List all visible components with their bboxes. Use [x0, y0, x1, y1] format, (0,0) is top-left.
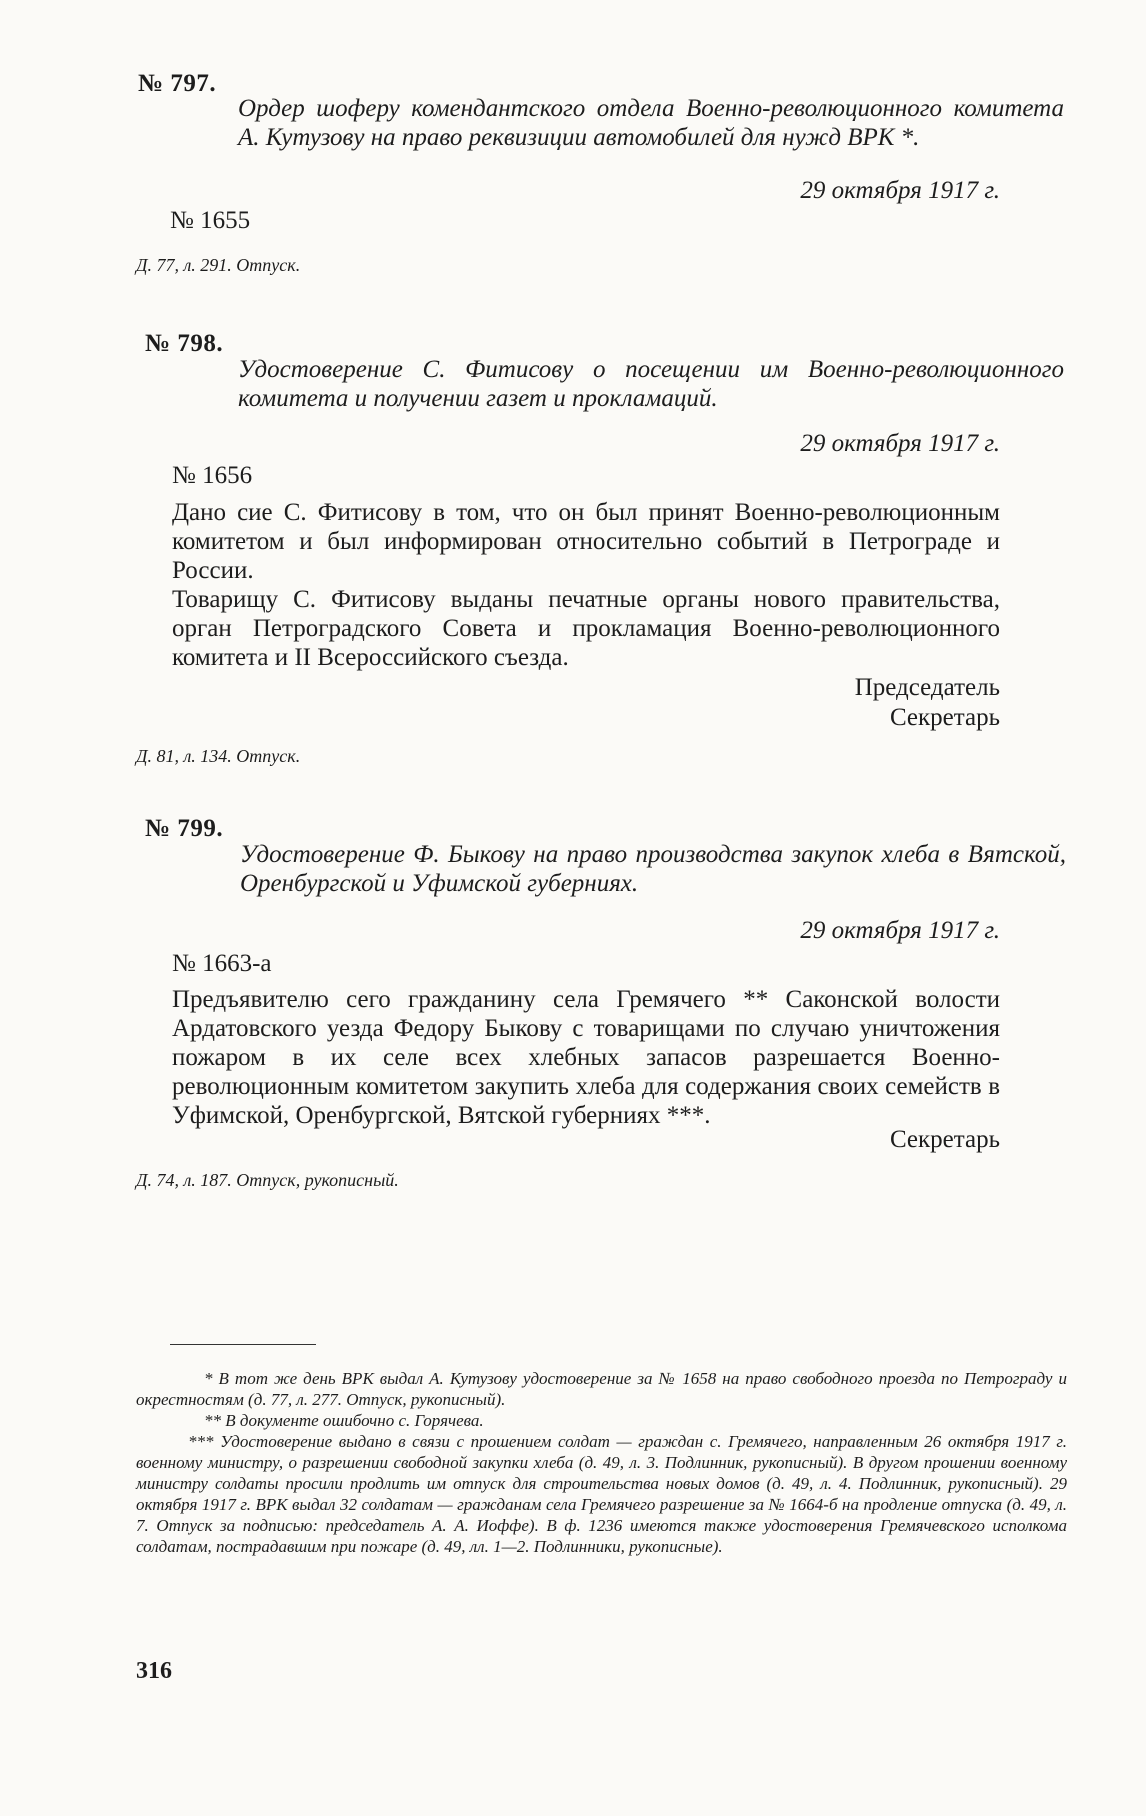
document-heading-798: Удостоверение С. Фитисову о посещении им Военно-революционного комитета и получении газет и прокламаций. — [238, 356, 1064, 412]
footnote-1: * В тот же день ВРК выдал А. Кутузову удостоверение за № 1658 на право свободного проезда по Петрограду и окрестностям (д. 77, л. 277. Отпуск, рукописный). — [136, 1369, 1067, 1409]
signature-secretary: Секретарь — [889, 1126, 1000, 1153]
footnotes — [136, 1368, 1067, 1557]
archive-source-797: Д. 77, л. 291. Отпуск. — [136, 255, 301, 275]
document-body-798 — [172, 498, 1000, 672]
signature-block-799 — [890, 1125, 1000, 1155]
archive-source-799: Д. 74, л. 187. Отпуск, рукописный. — [136, 1170, 399, 1190]
registration-number-798: № 1656 — [172, 462, 253, 489]
body-paragraph: Дано сие С. Фитисову в том, что он был принят Военно-революционным комитетом и был информирован относительно событий в Петрограде и России. — [172, 499, 1000, 584]
body-paragraph: Предъявителю сего гражданину села Гремячего ** Саконской волости Ардатовского уезда Федору Быкову с товарищами по случаю уничтожения пожаром в их селе всех хлебных запасов разрешается Военно-революционным комитетом закупить хлеба для содержания своих семейств в Уфимской, Оренбургской, Вятской губерниях ***. — [172, 986, 1000, 1129]
document-number-798: № 798. — [145, 330, 224, 357]
footnote-divider — [170, 1344, 316, 1345]
signature-chairman: Председатель — [854, 674, 1000, 701]
signature-block-798 — [855, 673, 1000, 733]
document-heading-797: Ордер шоферу комендантского отдела Военно-революционного комитета А. Кутузову на право реквизиции автомобилей для нужд ВРК *. — [238, 95, 1064, 151]
registration-number-799: № 1663-а — [172, 950, 272, 977]
document-body-799 — [172, 985, 1000, 1130]
footnote-2: ** В документе ошибочно с. Горячева. — [204, 1411, 484, 1430]
document-date-799: 29 октября 1917 г. — [800, 917, 1000, 944]
footnote-3: *** Удостоверение выдано в связи с прошением солдат — граждан с. Гремячего, направленным 26 октября 1917 г. военному министру, о разрешении свободной закупки хлеба (д. 49, л. 3. Подлинник, рукописный). В другом прошении военному министру солдаты просили продлить им отпуск для строительства новых домов (д. 49, л. 4. Подлинник, рукописный). 29 октября 1917 г. ВРК выдал 32 солдатам — гражданам села Гремячего разрешение за № 1664-б на продление отпуска (д. 49, л. 7. Отпуск за подписью: председатель А. А. Иоффе). В ф. 1236 имеются также удостоверения Гремячевского исполкома солдатам, пострадавшим при пожаре (д. 49, лл. 1—2. Подлинники, рукописные). — [136, 1432, 1067, 1556]
document-number-799: № 799. — [145, 815, 224, 842]
signature-secretary: Секретарь — [889, 704, 1000, 731]
document-date-798: 29 октября 1917 г. — [800, 430, 1000, 457]
body-paragraph: Товарищу С. Фитисову выданы печатные органы нового правительства, орган Петроградского Совета и прокламация Военно-революционного комитета и II Всероссийского съезда. — [172, 586, 1000, 671]
archive-source-798: Д. 81, л. 134. Отпуск. — [136, 746, 301, 766]
document-number-797: № 797. — [138, 70, 217, 97]
document-heading-799: Удостоверение Ф. Быкову на право производства закупок хлеба в Вятской, Оренбургской и Уфимской губерниях. — [240, 841, 1066, 897]
page-number: 316 — [136, 1658, 172, 1684]
registration-number-797: № 1655 — [170, 207, 251, 234]
document-date-797: 29 октября 1917 г. — [800, 177, 1000, 204]
